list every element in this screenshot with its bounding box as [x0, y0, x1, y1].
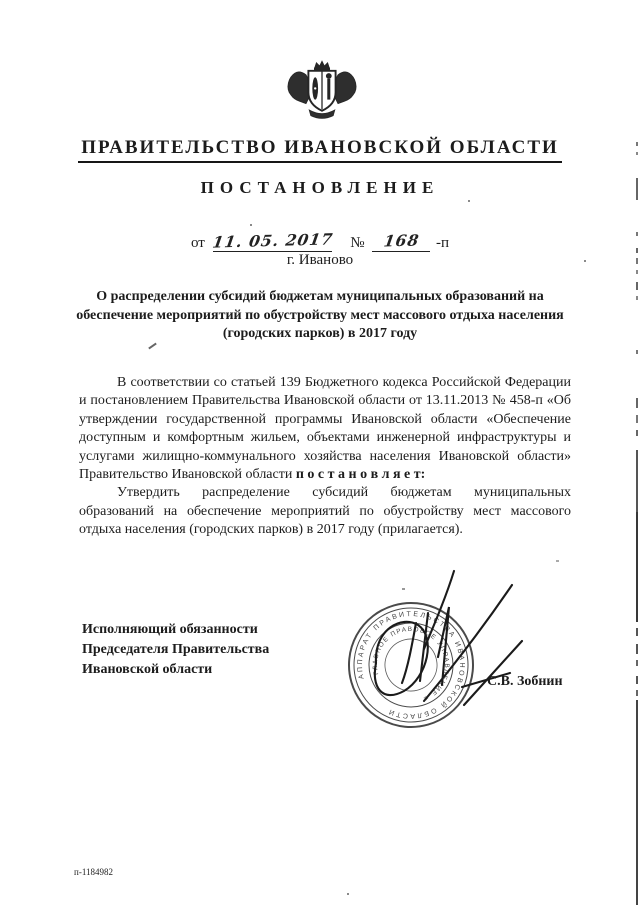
issuing-authority-text: ПРАВИТЕЛЬСТВО ИВАНОВСКОЙ ОБЛАСТИ [78, 137, 562, 163]
scan-speck [250, 224, 252, 226]
body-paragraph-1 [79, 374, 571, 484]
stamp-outer-ring-text: АППАРАТ ПРАВИТЕЛЬСТВА ИВАНОВСКОЙ ОБЛАСТИ [356, 610, 466, 720]
signer-position-block [82, 620, 269, 680]
city-line: г. Иваново [286, 252, 354, 268]
number-field [372, 231, 430, 252]
scan-speck [468, 200, 470, 202]
paragraph-1-text: В соответствии со статьей 139 Бюджетного кодекса Российской Федерации и постановлением Правительства Ивановской области от 13.11.2013 № 458-п «Об утверждении государственной программы Ивановской области «Обеспечение доступным и комфортным жильем, объектами инженерной инфраструктуры и услугами жилищно-коммунального хозяйства населения Ивановской области» Правительство Ивановской области [79, 375, 571, 483]
scan-speck [584, 260, 586, 262]
scan-speck [347, 893, 349, 895]
resolution-word: п о с т а н о в л я е т: [295, 467, 426, 483]
signer-position-line-2: Председателя Правительства [82, 642, 270, 657]
date-field [210, 229, 335, 252]
scan-speck [556, 560, 559, 562]
footer-registration-code: п-1184982 [74, 867, 113, 877]
number-label: № [350, 235, 365, 251]
number-suffix: -п [436, 235, 450, 251]
handwritten-number: 168 [382, 230, 421, 251]
document-subject: О распределении субсидий бюджетам муниципальных образований на обеспечение мероприятий по обустройству мест массового отдыха населения (городских парков) в 2017 году [76, 289, 564, 341]
signer-position-line-3: Ивановской области [82, 662, 213, 677]
round-stamp [334, 588, 487, 740]
scan-speck [402, 588, 405, 590]
signer-position-line-1: Исполняющий обязанности [82, 622, 258, 637]
coat-of-arms-icon [282, 56, 362, 132]
scan-speck [148, 343, 157, 350]
stamp-inner-ring-text: ГЛАВНОЕ ПРАВОВОЕ УПРАВЛЕНИЕ ✳ [371, 625, 451, 703]
date-number-line [0, 231, 640, 252]
svg-text:АППАРАТ ПРАВИТЕЛЬСТВА ИВАНОВСК [344, 598, 478, 732]
document-type-heading: ПОСТАНОВЛЕНИЕ [200, 178, 440, 197]
official-stamp-and-signature [316, 565, 551, 740]
document-body [79, 374, 571, 540]
issuing-authority-heading [0, 137, 640, 163]
handwritten-date: 11. 05. 2017 [210, 229, 335, 252]
scan-edge-artifact [636, 140, 638, 905]
body-paragraph-2: Утвердить распределение субсидий бюджетам муниципальных образований на обеспечение мероприятий по обустройству мест массового отдыха населения (городских парков) в 2017 году (прилагается). [79, 485, 571, 538]
date-label: от [190, 235, 205, 251]
signer-name: С.В. Зобнин [487, 674, 563, 689]
